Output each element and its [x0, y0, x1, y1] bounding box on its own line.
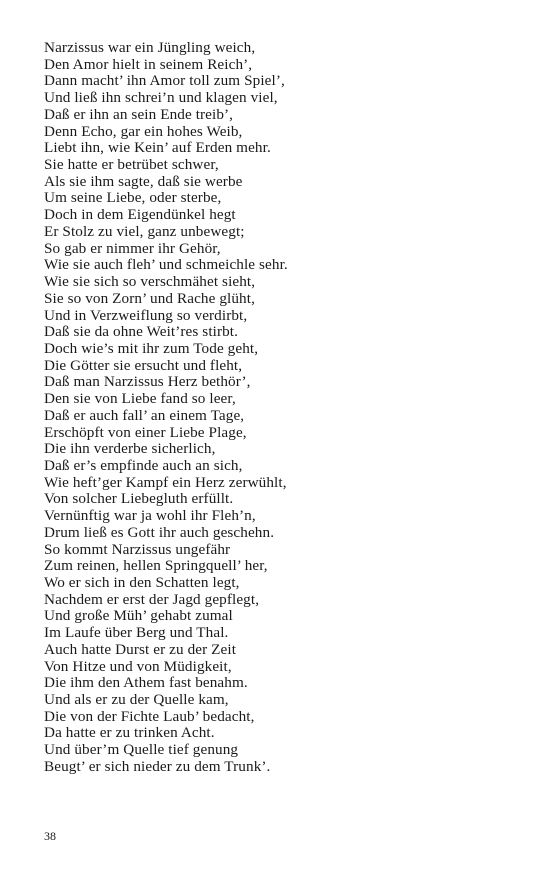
- poem-line-35: Und große Müh’ gehabt zumal: [44, 607, 233, 625]
- poem-line-21: Daß man Narzissus Herz bethör’,: [44, 373, 251, 391]
- poem-line-30: Drum ließ es Gott ihr auch geschehn.: [44, 523, 275, 541]
- page-number: 38: [44, 829, 56, 843]
- poem-line-39: Die ihm den Athem fast benahm.: [44, 674, 248, 692]
- poem-line-32: Zum reinen, hellen Springquell’ her,: [44, 557, 268, 575]
- poem-line-29: Vernünftig war ja wohl ihr Fleh’n,: [44, 507, 256, 525]
- poem-line-11: Doch in dem Eigendünkel hegt: [44, 206, 236, 224]
- poem-line-24: Erschöpft von einer Liebe Plage,: [44, 423, 247, 441]
- poem-line-7: Liebt ihn, wie Kein’ auf Erden mehr.: [44, 139, 271, 157]
- poem-line-25: Die ihn verderbe sicherlich,: [44, 440, 216, 458]
- poem-line-36: Im Laufe über Berg und Thal.: [44, 624, 229, 642]
- poem-line-18: Daß sie da ohne Weit’res stirbt.: [44, 323, 239, 341]
- poem-line-31: So kommt Narzissus ungefähr: [44, 540, 231, 558]
- poem-line-26: Daß er’s empfinde auch an sich,: [44, 456, 243, 474]
- poem-line-17: Und in Verzweiflung so verdirbt,: [44, 306, 248, 324]
- poem-line-40: Und als er zu der Quelle kam,: [44, 691, 229, 709]
- poem-line-9: Als sie ihm sagte, daß sie werbe: [44, 172, 243, 190]
- poem-line-1: Narzissus war ein Jüngling weich,: [44, 39, 256, 56]
- poem-line-10: Um seine Liebe, oder sterbe,: [44, 189, 222, 207]
- poem-line-12: Er Stolz zu viel, ganz unbewegt;: [44, 222, 245, 240]
- poem-line-43: Und über’m Quelle tief genung: [44, 741, 239, 759]
- poem-line-13: So gab er nimmer ihr Gehör,: [44, 239, 221, 257]
- poem-line-15: Wie sie sich so verschmähet sieht,: [44, 273, 256, 291]
- poem-line-38: Von Hitze und von Müdigkeit,: [44, 657, 232, 675]
- poem-line-8: Sie hatte er betrübet schwer,: [44, 156, 219, 174]
- poem-line-14: Wie sie auch fleh’ und schmeichle sehr.: [44, 256, 288, 274]
- poem-line-6: Denn Echo, gar ein hohes Weib,: [44, 122, 243, 140]
- poem-line-5: Daß er ihn an sein Ende treib’,: [44, 105, 234, 123]
- poem-line-42: Da hatte er zu trinken Acht.: [44, 724, 215, 742]
- poem-line-27: Wie heft’ger Kampf ein Herz zerwühlt,: [44, 473, 287, 491]
- poem-line-34: Nachdem er erst der Jagd gepflegt,: [44, 590, 260, 608]
- poem-line-33: Wo er sich in den Schatten legt,: [44, 574, 240, 591]
- poem-line-3: Dann macht’ ihn Amor toll zum Spiel’,: [44, 72, 285, 90]
- poem-line-20: Die Götter sie ersucht und fleht,: [44, 356, 243, 374]
- poem-line-19: Doch wie’s mit ihr zum Tode geht,: [44, 339, 259, 357]
- poem-line-37: Auch hatte Durst er zu der Zeit: [44, 640, 237, 658]
- poem-line-41: Die von der Fichte Laub’ bedacht,: [44, 707, 255, 725]
- poem-line-4: Und ließ ihn schrei’n und klagen viel,: [44, 89, 278, 107]
- poem-line-23: Daß er auch fall’ an einem Tage,: [44, 406, 245, 424]
- poem-line-28: Von solcher Liebegluth erfüllt.: [44, 490, 234, 508]
- poem-line-22: Den sie von Liebe fand so leer,: [44, 390, 236, 408]
- poem-text: [44, 40, 524, 776]
- poem-line-16: Sie so von Zorn’ und Rache glüht,: [44, 289, 255, 307]
- poem-line-2: Den Amor hielt in seinem Reich’,: [44, 55, 253, 73]
- poem-line-44: Beugt’ er sich nieder zu dem Trunk’.: [44, 757, 271, 775]
